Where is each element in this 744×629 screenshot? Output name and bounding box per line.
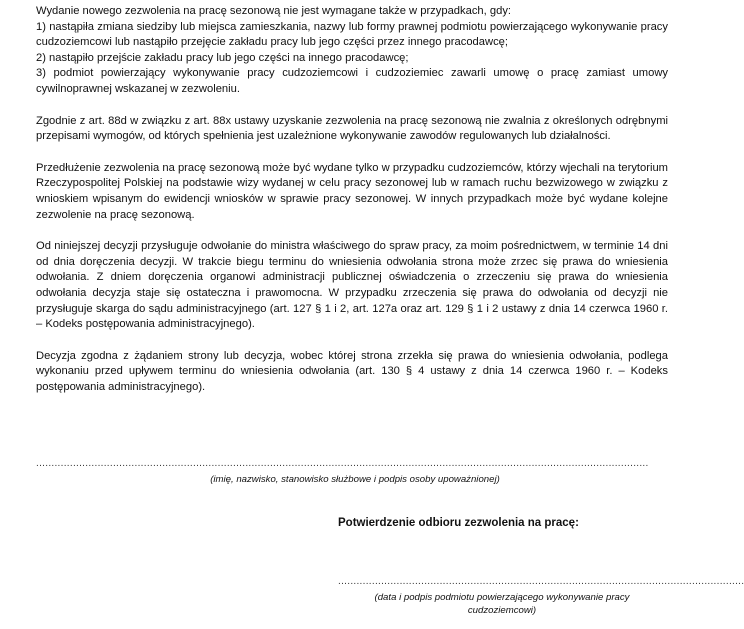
paragraph-appeal: Od niniejszej decyzji przysługuje odwołanie do ministra właściwego do spraw pracy, za moim pośrednictwem, w terminie 14 dni od dnia doręczenia decyzji. W trakcie biegu terminu do wniesienia odwołania strona może zrzec się prawa do wniesienia odwołania. Z dniem doręczenia organowi administracji publicznej oświadczenia o zrzeczeniu się prawa do wniesienia odwołania decyzja staje się ostateczna i prawomocna. W przypadku zrzeczenia się prawa do odwołania od decyzji nie przysługuje skarga do sądu administracyjnego (art. 127 § 1 i 2, art. 127a oraz art. 129 § 1 i 2 ustawy z dnia 14 czerwca 1960 r. – Kodeks postępowania administracyjnego). <box>36 240 668 331</box>
spacer <box>36 145 668 161</box>
paragraph-art-88d: Zgodnie z art. 88d w związku z art. 88x ustawy uzyskanie zezwolenia na pracę sezonową nie zwalnia z określonych odrębnymi przepisami wymogów, od których spełnienia jest uzależnione wykonywanie zawodów regulowanych lub działalności. <box>36 114 668 143</box>
list-item-3: 3) podmiot powierzający wykonywanie pracy cudzoziemcowi i cudzoziemiec zawarli umowę o pracę zamiast umowy cywilnoprawnej wskazanej w zezwoleniu. <box>36 67 668 95</box>
list-item-1: 1) nastąpiła zmiana siedziby lub miejsca zamieszkania, nazwy lub formy prawnej podmiotu powierzającego wykonywanie pracy cudzoziemcowi lub nastąpiło przejęcie zakładu pracy lub jego części przez innego pracodawcę; <box>36 20 668 49</box>
spacer <box>36 223 668 239</box>
section-intro: Wydanie nowego zezwolenia na pracę sezonową nie jest wymagane także w przypadkach, gdy: <box>36 5 512 17</box>
confirmation-caption-line1: (data i podpis podmiotu powierzającego wykonywanie pracy <box>374 592 630 603</box>
spacer <box>36 333 668 349</box>
confirmation-dotted-line: .................................................................................................................................... <box>338 576 744 587</box>
paragraph-extension: Przedłużenie zezwolenia na pracę sezonową może być wydane tylko w przypadku cudzoziemców, którzy wjechali na terytorium Rzeczypospolitej Polskiej na podstawie wizy wydanej w celu pracy sezonowej lub w ramach ruchu bezwizowego w związku z wnioskiem wpisanym do ewidencji wniosków w sprawie pracy sezonowej. W innych przypadkach może być wydane kolejne zezwolenie na pracę sezonową. <box>36 161 668 221</box>
paragraph-execution: Decyzja zgodna z żądaniem strony lub decyzja, wobec której strona zrzekła się prawa do wniesienia odwołania, podlega wykonaniu przed upływem terminu do wniesienia odwołania (art. 130 § 4 ustawy z dnia 14 czerwca 1960 r. – Kodeks postępowania administracyjnego). <box>36 349 668 393</box>
signature-caption: (imię, nazwisko, stanowisko służbowe i podpis osoby upoważnionej) <box>210 474 500 485</box>
spacer <box>36 98 668 114</box>
signature-dotted-line: ....................................................................................................................................................................................................... <box>36 458 649 469</box>
list-item-2: 2) nastąpiło przejście zakładu pracy lub jego części na innego pracodawcę; <box>36 51 409 64</box>
document-body <box>36 4 668 395</box>
confirmation-caption <box>338 591 666 617</box>
confirmation-caption-line2: cudzoziemcowi) <box>467 605 537 616</box>
confirmation-heading: Potwierdzenie odbioru zezwolenia na pracę: <box>338 517 579 529</box>
